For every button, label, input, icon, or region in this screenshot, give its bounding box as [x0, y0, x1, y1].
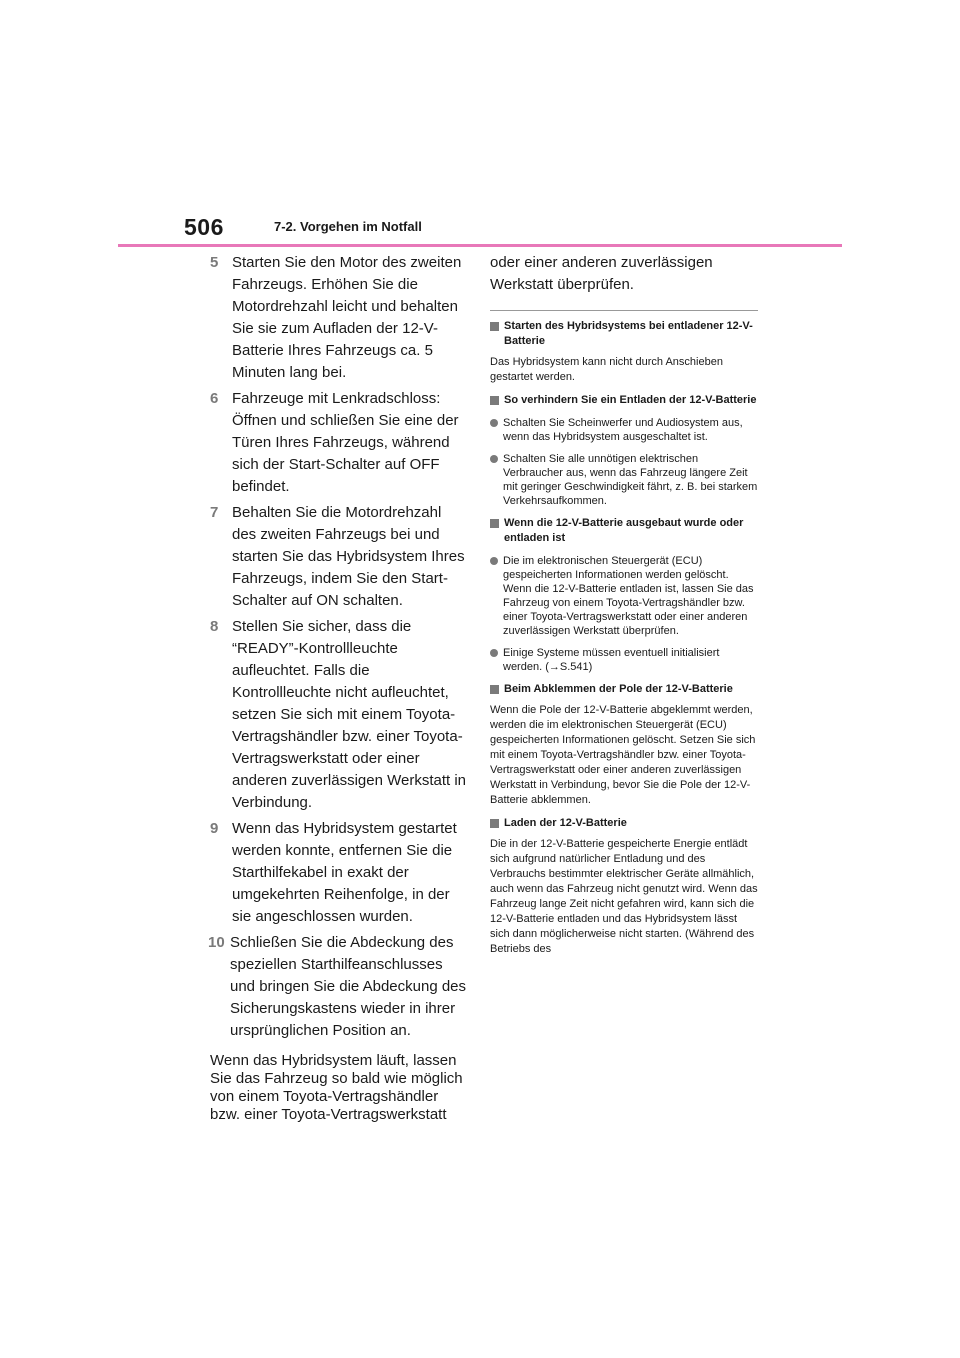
- list-item: [490, 554, 758, 638]
- step-6: [210, 388, 466, 498]
- step-8: [210, 616, 466, 814]
- square-bullet-icon: [490, 819, 499, 828]
- right-column: [490, 252, 758, 957]
- subheading-text: Laden der 12-V-Batterie: [504, 817, 627, 829]
- body-text: Wenn die Pole der 12-V-Batterie abgeklemmt werden, werden die im elektronischen Steuergerät (ECU) gespeicherten Informationen gelöscht. Setzen Sie sich mit einem Toyota-Vertragshändler bzw. einer Toyota-Vertragswerkstatt oder einer anderen zuverlässigen Werkstatt in Verbindung, bevor Sie die Pole der 12-V-Batterie abklemmen.: [490, 704, 756, 806]
- step-number: 8: [210, 618, 219, 635]
- body-text: Die in der 12-V-Batterie gespeicherte Energie entlädt sich aufgrund natürlicher Entladung und des Verbrauchs bestimmter elektrischer Geräte allmählich, auch wenn das Fahrzeug nicht genutzt wird. Wenn das Fahrzeug lange Zeit nicht gefahren wird, kann sich die 12-V-Batterie entladen und das Hybridsystem lässt sich dann möglicherweise nicht starten. (Während des Betriebs des: [490, 838, 758, 955]
- step-number: 6: [210, 390, 219, 407]
- circle-bullet-icon: [490, 557, 498, 565]
- circle-bullet-icon: [490, 419, 498, 427]
- step-text: Stellen Sie sicher, dass die “READY”-Kontrollleuchte aufleuchtet. Falls die Kontrollleuchte nicht aufleuchtet, setzen Sie sich mit einem Toyota-Vertragshändler bzw. einer Toyota-Vertragswerkstatt oder einer anderen zuverlässigen Werkstatt in Verbindung.: [232, 618, 467, 811]
- step-text: Schließen Sie die Abdeckung des speziellen Starthilfeanschlusses und bringen Sie die Abdeckung des Sicherungskastens wieder in ihrer ursprünglichen Position an.: [230, 934, 467, 1039]
- step-text: Wenn das Hybridsystem gestartet werden konnte, entfernen Sie die Starthilfekabel in exakt der umgekehrten Reihenfolge, in der sie angeschlossen wurden.: [232, 820, 457, 925]
- subheading-charging: [490, 816, 758, 831]
- header-rule: [118, 244, 842, 247]
- step-number: 9: [210, 820, 219, 837]
- step-number: 10: [208, 934, 225, 951]
- square-bullet-icon: [490, 519, 499, 528]
- continuation-text: oder einer anderen zuverlässigen Werkstatt überprüfen.: [490, 254, 713, 293]
- square-bullet-icon: [490, 396, 499, 405]
- list-item: [490, 416, 758, 444]
- step-10: [210, 932, 466, 1042]
- left-column: [210, 252, 466, 1124]
- bullet-text: Schalten Sie alle unnötigen elektrischen Verbraucher aus, wenn das Fahrzeug längere Zeit mit geringer Geschwindigkeit fährt, z. B. bei starkem Verkehrsaufkommen.: [503, 453, 758, 507]
- step-5: [210, 252, 466, 384]
- subheading-prevent-discharge: [490, 393, 758, 408]
- subheading-hybrid-start: [490, 319, 758, 349]
- step-number: 7: [210, 504, 219, 521]
- square-bullet-icon: [490, 322, 499, 331]
- step-9: [210, 818, 466, 928]
- bullet-text: Schalten Sie Scheinwerfer und Audiosystem aus, wenn das Hybridsystem ausgeschaltet ist.: [503, 417, 743, 443]
- subheading-battery-removed: [490, 516, 758, 546]
- section-divider: [490, 310, 758, 311]
- circle-bullet-icon: [490, 649, 498, 657]
- list-item: [490, 646, 758, 674]
- page-header: [0, 0, 960, 250]
- subheading-disconnect-terminals: [490, 682, 758, 697]
- step-text: Starten Sie den Motor des zweiten Fahrzeugs. Erhöhen Sie die Motordrehzahl leicht und behalten Sie sie zum Aufladen der 12-V-Batterie Ihres Fahrzeugs ca. 5 Minuten lang bei.: [232, 254, 462, 381]
- step-number: 5: [210, 254, 219, 271]
- bullet-text: Die im elektronischen Steuergerät (ECU) gespeicherten Informationen werden gelöscht. Wenn die 12-V-Batterie entladen ist, lassen Sie das Fahrzeug von einem Toyota-Vertragshändler bzw. einer Toyota-Vertragswerkstatt oder einer anderen zuverlässigen Werkstatt überprüfen.: [503, 555, 754, 637]
- square-bullet-icon: [490, 685, 499, 694]
- closing-paragraph: Wenn das Hybridsystem läuft, lassen Sie das Fahrzeug so bald wie möglich von einem Toyota-Vertragshändler bzw. einer Toyota-Vertragswerkstatt: [210, 1052, 463, 1123]
- body-text: Das Hybridsystem kann nicht durch Anschieben gestartet werden.: [490, 356, 723, 383]
- subheading-text: Wenn die 12-V-Batterie ausgebaut wurde oder entladen ist: [504, 517, 744, 544]
- section-title: 7-2. Vorgehen im Notfall: [274, 219, 422, 234]
- subheading-text: Starten des Hybridsystems bei entladener 12-V-Batterie: [504, 320, 753, 347]
- page-number: 506: [184, 214, 224, 240]
- list-item: [490, 452, 758, 508]
- subheading-text: So verhindern Sie ein Entladen der 12-V-Batterie: [504, 394, 757, 406]
- step-text: Behalten Sie die Motordrehzahl des zweiten Fahrzeugs bei und starten Sie das Hybridsystem Ihres Fahrzeugs, indem Sie den Start-Schalter auf ON schalten.: [232, 504, 465, 609]
- bullet-text: Einige Systeme müssen eventuell initialisiert werden. (→S.541): [503, 647, 720, 673]
- circle-bullet-icon: [490, 455, 498, 463]
- step-text: Fahrzeuge mit Lenkradschloss: Öffnen und schließen Sie eine der Türen Ihres Fahrzeugs, während sich der Start-Schalter auf OFF befindet.: [232, 390, 459, 495]
- step-7: [210, 502, 466, 612]
- subheading-text: Beim Abklemmen der Pole der 12-V-Batterie: [504, 683, 733, 695]
